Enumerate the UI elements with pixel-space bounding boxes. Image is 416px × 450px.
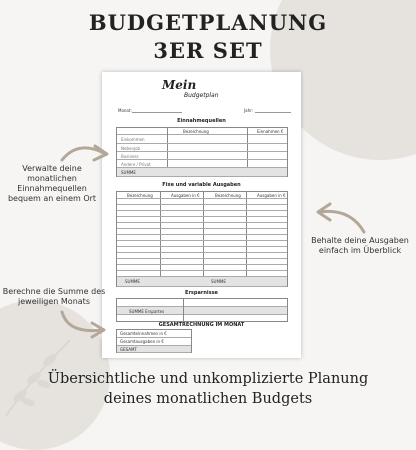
income-col-bezeichnung: Bezeichnung (183, 129, 209, 134)
sheet-title: Mein (162, 78, 197, 92)
expenses-sum-right: SUMME (211, 279, 226, 284)
income-sum-label: SUMME (121, 170, 136, 175)
monat-label: Monat: (118, 108, 132, 113)
expenses-col: Ausgaben in € (257, 193, 286, 198)
income-heading: Einnahmequellen (177, 118, 226, 124)
total-row-label: Gesamteinnahmen in € (120, 331, 167, 336)
footer-line2: deines monatlichen Budgets (103, 391, 313, 407)
income-row-label: Einkommen (121, 137, 145, 142)
jahr-label: Jahr: (244, 108, 254, 113)
callout-sum: Berechne die Summe des jeweiligen Monats (2, 287, 106, 306)
expenses-heading: Fixe und variable Ausgaben (162, 182, 241, 188)
expenses-col: Ausgaben in € (171, 193, 200, 198)
expenses-sum-left: SUMME (125, 279, 140, 284)
total-heading: GESAMTRECHNUNG IM MONAT (158, 322, 245, 328)
expenses-col: Bezeichnung (215, 193, 241, 198)
savings-heading: Ersparnisse (185, 290, 218, 296)
total-row-label: Gesamtausgaben in € (120, 339, 164, 344)
header-subtitle: 3ER SET (153, 38, 263, 63)
income-row-label: Andere / Privat (121, 162, 151, 167)
sheet-subtitle: Budgetplan (184, 92, 219, 99)
header-title: BUDGETPLANUNG (88, 10, 328, 35)
savings-sum-label: SUMME Erspartes (129, 309, 165, 314)
income-row-label: Business (121, 154, 139, 159)
callout-expenses: Behalte deine Ausgaben einfach im Überblick (311, 236, 409, 255)
callout-income: Verwalte deine monatlichen Einnahmequellen bequem an einem Ort (7, 164, 97, 203)
income-col-einnahmen: Einnahmen € (257, 129, 284, 134)
expenses-col: Bezeichnung (127, 193, 153, 198)
footer-line1: Übersichtliche und unkomplizierte Planung (47, 371, 369, 387)
income-row-label: Nebenjob (121, 146, 141, 151)
total-row-label: GESAMT (120, 347, 137, 352)
